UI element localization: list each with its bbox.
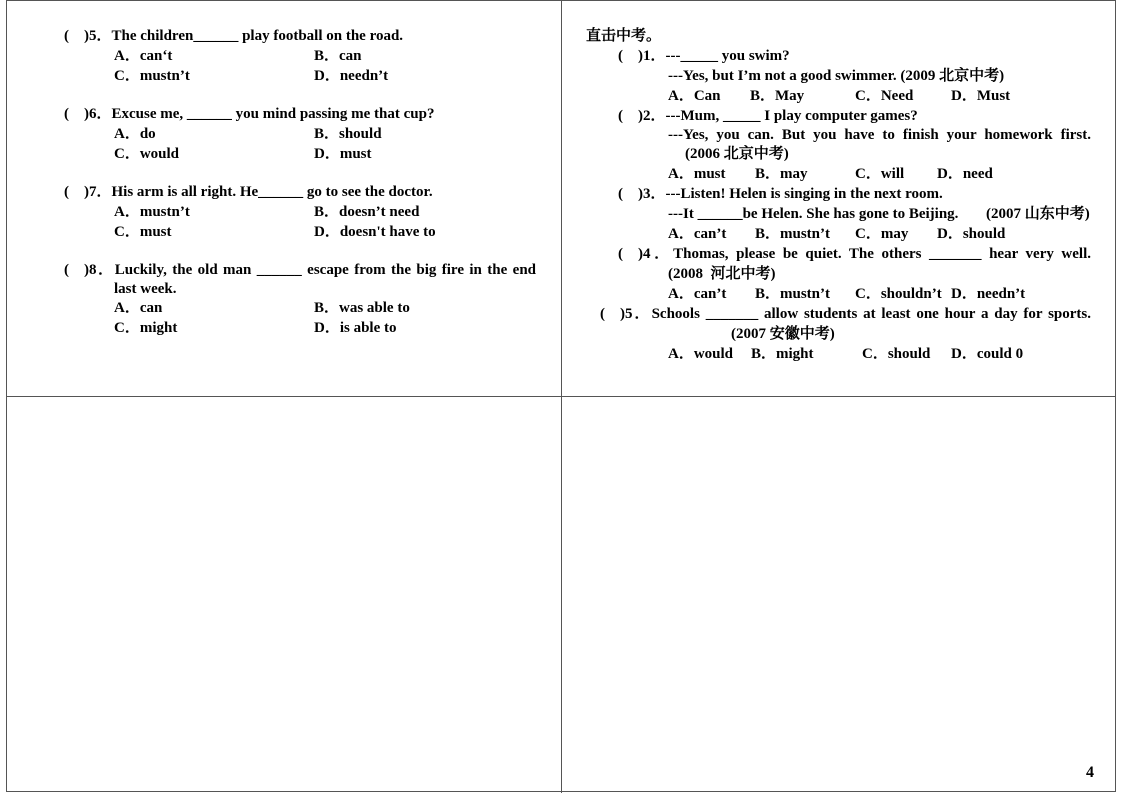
option-d: D．need xyxy=(937,166,993,182)
question-paren: ( xyxy=(618,186,623,202)
option-b: B．mustn’t xyxy=(755,286,831,302)
question-paren: ( xyxy=(600,306,605,322)
question-response: ---Yes, but I’m not a good swimmer. (2009 北京中考) xyxy=(668,68,1005,84)
option-b: B．mustn’t xyxy=(755,226,831,242)
option-d: D．must xyxy=(314,146,372,162)
option-b: B．might xyxy=(751,346,814,362)
option-c: C．must xyxy=(114,224,172,240)
question-paren: ( xyxy=(64,184,69,200)
option-a: A．can’t xyxy=(668,226,727,242)
option-a: A．must xyxy=(668,166,726,182)
option-d: D．needn’t xyxy=(314,68,389,84)
option-c: C．Need xyxy=(855,88,914,104)
page-number: 4 xyxy=(1086,764,1094,781)
option-a: A．can’t xyxy=(668,286,727,302)
option-a: A．can xyxy=(114,300,163,316)
question-stem: )5．The children______ play football on the road. xyxy=(84,28,404,44)
question-source: (2007 安徽中考) xyxy=(731,326,835,342)
option-b: B．should xyxy=(314,126,382,142)
question-source: (2008 河北中考) xyxy=(668,266,776,282)
option-d: D．could 0 xyxy=(951,346,1024,362)
option-c: C．should xyxy=(862,346,931,362)
question-stem: )5．Schools _______ allow students at least one hour a day for sports. xyxy=(620,306,1091,322)
option-a: A．mustn’t xyxy=(114,204,190,220)
question-paren: ( xyxy=(64,262,69,278)
option-c: C．will xyxy=(855,166,905,182)
question-stem: )2．---Mum, _____ I play computer games? xyxy=(638,108,918,124)
option-d: D．Must xyxy=(951,88,1011,104)
section-heading: 直击中考。 xyxy=(586,28,662,44)
question-response: ---It ______be Helen. She has gone to Beijing. xyxy=(668,206,959,222)
question-source: (2006 北京中考) xyxy=(685,146,789,162)
option-b: B．can xyxy=(314,48,362,64)
option-c: C．might xyxy=(114,320,178,336)
option-a: A．would xyxy=(668,346,734,362)
option-b: B．doesn’t need xyxy=(314,204,420,220)
option-b: B．May xyxy=(750,88,805,104)
option-d: D．is able to xyxy=(314,320,397,336)
question-response: ---Yes, you can. But you have to finish your homework first. xyxy=(668,127,1091,143)
option-a: A．do xyxy=(114,126,156,142)
option-c: C．mustn’t xyxy=(114,68,190,84)
question-paren: ( xyxy=(64,28,69,44)
question-stem-continued: last week. xyxy=(114,281,177,297)
question-stem: )1．---_____ you swim? xyxy=(638,48,790,64)
question-paren: ( xyxy=(618,48,623,64)
question-stem: )8．Luckily, the old man ______ escape from the big fire in the end xyxy=(84,262,536,278)
option-d: D．should xyxy=(937,226,1006,242)
option-b: B．was able to xyxy=(314,300,410,316)
option-d: D．needn’t xyxy=(951,286,1026,302)
option-c: C．shouldn’t xyxy=(855,286,942,302)
option-a: A．Can xyxy=(668,88,721,104)
question-stem: )4．Thomas, please be quiet. The others _______ hear very well. xyxy=(638,246,1091,262)
option-a: A．can‘t xyxy=(114,48,173,64)
option-b: B．may xyxy=(755,166,808,182)
option-d: D．doesn't have to xyxy=(314,224,436,240)
option-c: C．would xyxy=(114,146,180,162)
question-paren: ( xyxy=(618,246,623,262)
option-c: C．may xyxy=(855,226,909,242)
question-stem: )7．His arm is all right. He______ go to see the doctor. xyxy=(84,184,433,200)
question-paren: ( xyxy=(64,106,69,122)
horizontal-divider xyxy=(6,396,1116,397)
question-source: (2007 山东中考) xyxy=(986,206,1090,222)
question-stem: )3．---Listen! Helen is singing in the next room. xyxy=(638,186,943,202)
question-paren: ( xyxy=(618,108,623,124)
question-stem: )6．Excuse me, ______ you mind passing me that cup? xyxy=(84,106,435,122)
